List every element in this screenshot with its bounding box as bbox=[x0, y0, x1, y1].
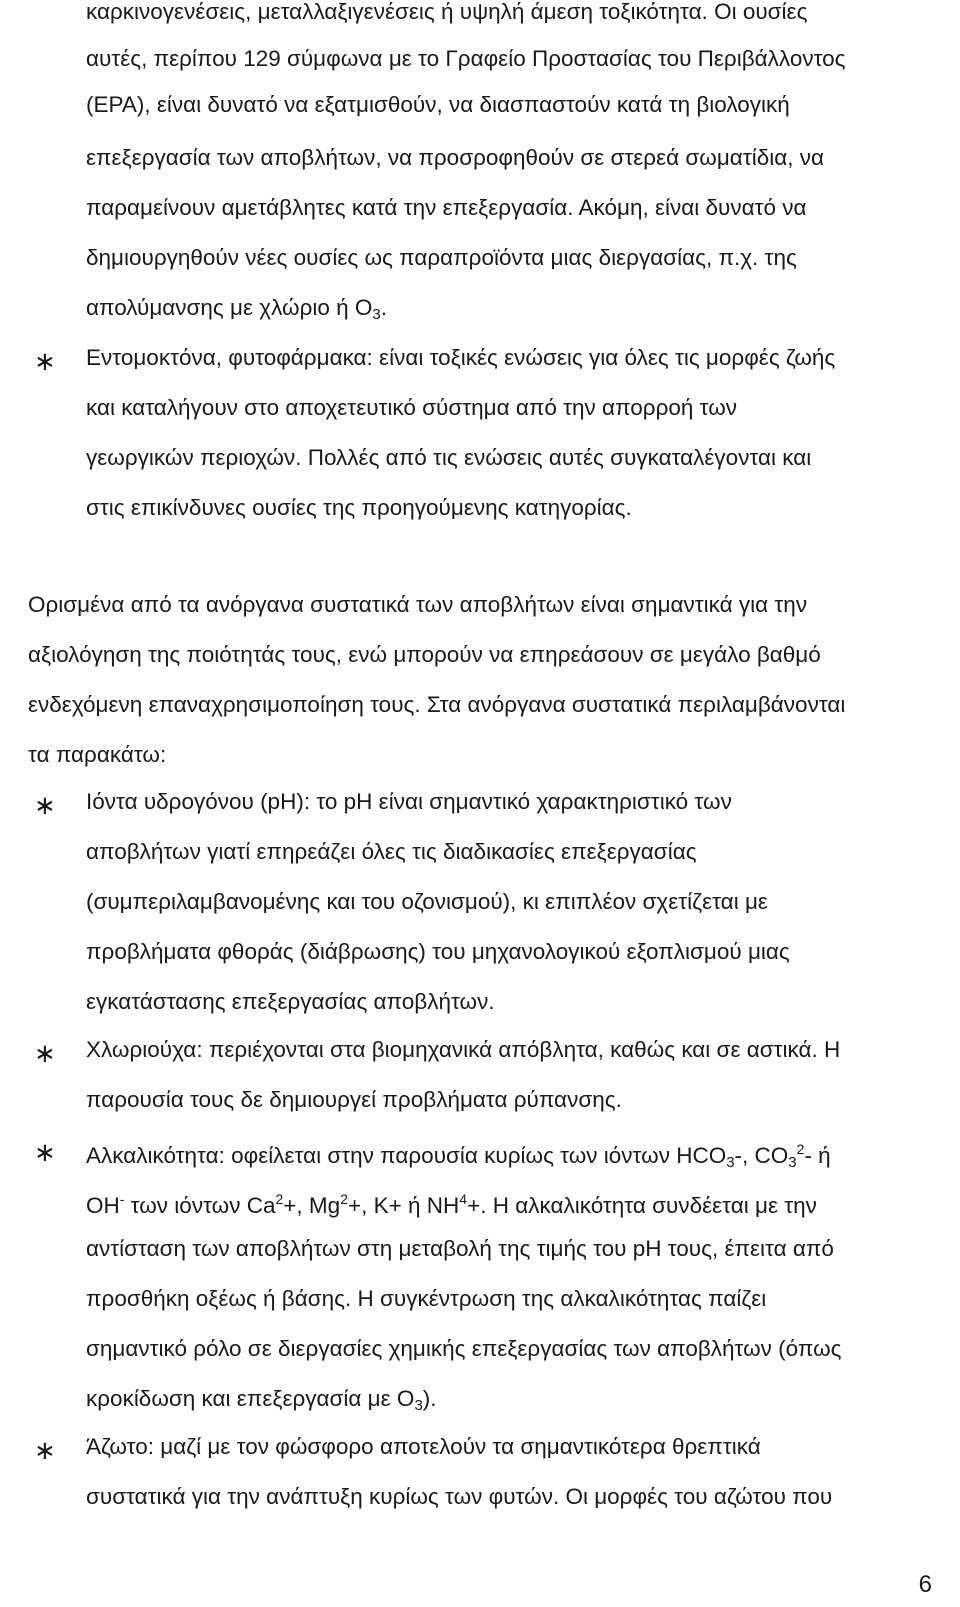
text-line: καρκινογενέσεις, μεταλλαξιγενέσεις ή υψηλή άμεση τοξικότητα. Οι ουσίες bbox=[86, 0, 808, 24]
text-line: εγκατάστασης επεξεργασίας αποβλήτων. bbox=[86, 989, 495, 1014]
text-line: προβλήματα φθοράς (διάβρωσης) του μηχανολογικού εξοπλισμού μιας bbox=[86, 939, 790, 964]
text-line: αντίσταση των αποβλήτων στη μεταβολή της τιμής του pH τους, έπειτα από bbox=[86, 1236, 834, 1261]
page-number: 6 bbox=[918, 1571, 932, 1598]
text-line: στις επικίνδυνες ουσίες της προηγούμενης κατηγορίας. bbox=[86, 495, 632, 520]
text-line: ενδεχόμενη επαναχρησιμοποίηση τους. Στα ανόργανα συστατικά περιλαμβάνονται bbox=[28, 692, 846, 717]
text-line: επεξεργασία των αποβλήτων, να προσροφηθούν σε στερεά σωματίδια, να bbox=[86, 145, 824, 170]
text-line: Εντομοκτόνα, φυτοφάρμακα: είναι τοξικές ενώσεις για όλες τις μορφές ζωής bbox=[86, 345, 836, 370]
text-line: προσθήκη οξέως ή βάσης. Η συγκέντρωση της αλκαλικότητας παίζει bbox=[86, 1286, 767, 1311]
text-line: παρουσία τους δε δημιουργεί προβλήματα ρύπανσης. bbox=[86, 1087, 622, 1112]
bullet-icon: ∗ bbox=[34, 1137, 56, 1167]
text-line: Αλκαλικότητα: οφείλεται στην παρουσία κυρίως των ιόντων $HCO_3-$, $CO_3^2-$ ή bbox=[86, 1141, 831, 1171]
text-line: (συμπεριλαμβανομένης και του οζονισμού), κι επιπλέον σχετίζεται με bbox=[86, 889, 768, 914]
text-line: αξιολόγηση της ποιότητάς τους, ενώ μπορούν να επηρεάσουν σε μεγάλο βαθμό bbox=[28, 642, 821, 667]
text-line: συστατικά για την ανάπτυξη κυρίως των φυτών. Οι μορφές του αζώτου που bbox=[86, 1484, 833, 1509]
text-line: (EPA), είναι δυνατό να εξατμισθούν, να διασπαστούν κατά τη βιολογική bbox=[86, 92, 790, 117]
text-line: κροκίδωση και επεξεργασία με $O_3$). bbox=[86, 1386, 437, 1414]
bullet-icon: ∗ bbox=[34, 1038, 56, 1068]
text-line: και καταλήγουν στο αποχετευτικό σύστημα από την απορροή των bbox=[86, 395, 738, 420]
text-line: Χλωριούχα: περιέχονται στα βιομηχανικά απόβλητα, καθώς και σε αστικά. Η bbox=[86, 1037, 841, 1062]
bullet-icon: ∗ bbox=[34, 790, 56, 820]
text-line: αυτές, περίπου 129 σύμφωνα με το Γραφείο Προστασίας του Περιβάλλοντος bbox=[86, 46, 846, 71]
text-line: σημαντικό ρόλο σε διεργασίες χημικής επεξεργασίας των αποβλήτων (όπως bbox=[86, 1336, 842, 1361]
text-line: OH- των ιόντων $Ca^2+$, $Mg^2+$, K+ ή $NH^4+$. Η αλκαλικότητα συνδέεται με την bbox=[86, 1191, 817, 1218]
text-line: δημιουργηθούν νέες ουσίες ως παραπροϊόντα μιας διεργασίας, π.χ. της bbox=[86, 245, 797, 270]
text-line: Ιόντα υδρογόνου (pH): το pH είναι σημαντικό χαρακτηριστικό των bbox=[86, 789, 732, 814]
text-line: Ορισμένα από τα ανόργανα συστατικά των αποβλήτων είναι σημαντικά για την bbox=[28, 592, 808, 617]
text-line: Άζωτο: μαζί με τον φώσφορο αποτελούν τα σημαντικότερα θρεπτικά bbox=[86, 1434, 761, 1459]
bullet-icon: ∗ bbox=[34, 1435, 56, 1465]
text-line: γεωργικών περιοχών. Πολλές από τις ενώσεις αυτές συγκαταλέγονται και bbox=[86, 445, 812, 470]
text-line: απολύμανσης με χλώριο ή $O_3$. bbox=[86, 295, 388, 323]
bullet-icon: ∗ bbox=[34, 346, 56, 376]
text-line: παραμείνουν αμετάβλητες κατά την επεξεργασία. Ακόμη, είναι δυνατό να bbox=[86, 195, 807, 220]
text-line: τα παρακάτω: bbox=[28, 742, 167, 767]
text-line: αποβλήτων γιατί επηρεάζει όλες τις διαδικασίες επεξεργασίας bbox=[86, 839, 697, 864]
